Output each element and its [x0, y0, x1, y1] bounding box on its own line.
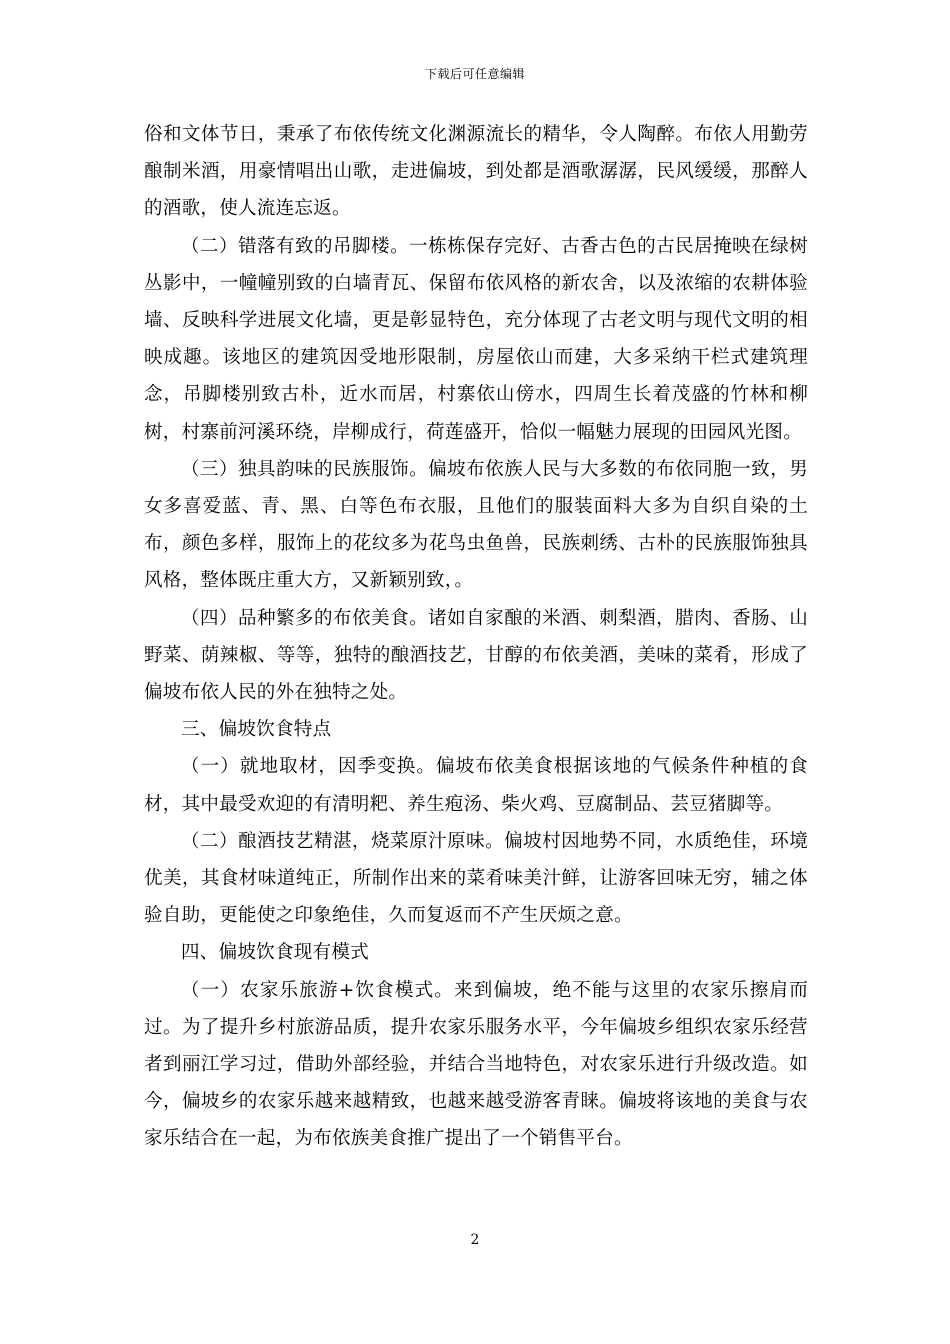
page-number: 2 [470, 1232, 480, 1248]
section-heading-food-features: 三、偏坡饮食特点 [181, 719, 332, 741]
paragraph-continuation: 俗和文体节日，秉承了布依传统文化渊源流长的精华，令人陶醉。布依人用勤劳酿制米酒，用豪情唱出山歌，走进偏坡，到处都是酒歌潺潺，民风缓缓，那醉人的酒歌，使人流连忘返。 [144, 124, 808, 220]
page-header: 下载后可任意编辑 [424, 67, 525, 81]
paragraph-brewing-skills: （二）酿酒技艺精湛，烧菜原汁原味。偏坡村因地势不同，水质绝佳，环境优美，其食材味道纯正，所制作出来的菜肴味美汁鲜，让游客回味无穷，辅之体验自助，更能使之印象绝佳，久而复返而不产生厌烦之意。 [144, 830, 808, 927]
paragraph-ethnic-costume: （三）独具韵味的民族服饰。偏坡布依族人民与大多数的布依同胞一致，男女多喜爱蓝、青、黑、白等色布衣服，且他们的服装面料大多为自织自染的土布，颜色多样，服饰上的花纹多为花鸟虫鱼兽，民族刺绣、古朴的民族服饰独具风格，整体既庄重大方，又新颖别致，。 [144, 458, 808, 592]
paragraph-stilt-houses: （二）错落有致的吊脚楼。一栋栋保存完好、古香古色的古民居掩映在绿树丛影中，一幢幢别致的白墙青瓦、保留布依风格的新农舍，以及浓缩的农耕体验墙、反映科学进展文化墙，更是彰显特色，充分体现了古老文明与现代文明的相映成趣。该地区的建筑因受地形限制，房屋依山而建，大多采纳干栏式建筑理念，吊脚楼别致古朴，近水而居，村寨依山傍水，四周生长着茂盛的竹林和柳树，村寨前河溪环绕，岸柳成行，荷莲盛开，恰似一幅魅力展现的田园风光图。 [144, 235, 808, 443]
document-body [144, 116, 808, 1158]
paragraph-local-ingredients: （一）就地取材，因季变换。偏坡布依美食根据该地的气候条件种植的食材，其中最受欢迎的有清明粑、养生疱汤、柴火鸡、豆腐制品、芸豆猪脚等。 [144, 756, 808, 815]
paragraph-farmhouse-model: （一）农家乐旅游+饮食模式。来到偏坡，绝不能与这里的农家乐擦肩而过。为了提升乡村旅游品质，提升农家乐服务水平，今年偏坡乡组织农家乐经营者到丽江学习过，借助外部经验，并结合当地特色，对农家乐进行升级改造。如今，偏坡乡的农家乐越来越精致，也越来越受游客青睐。偏坡将该地的美食与农家乐结合在一起，为布依族美食推广提出了一个销售平台。 [144, 979, 808, 1150]
section-heading-food-models: 四、偏坡饮食现有模式 [181, 942, 370, 964]
paragraph-buyi-cuisine: （四）品种繁多的布依美食。诸如自家酿的米酒、刺梨酒，腊肉、香肠、山野菜、荫辣椒、等等，独特的酿酒技艺，甘醇的布依美酒，美味的菜肴，形成了偏坡布依人民的外在独特之处。 [144, 607, 808, 704]
